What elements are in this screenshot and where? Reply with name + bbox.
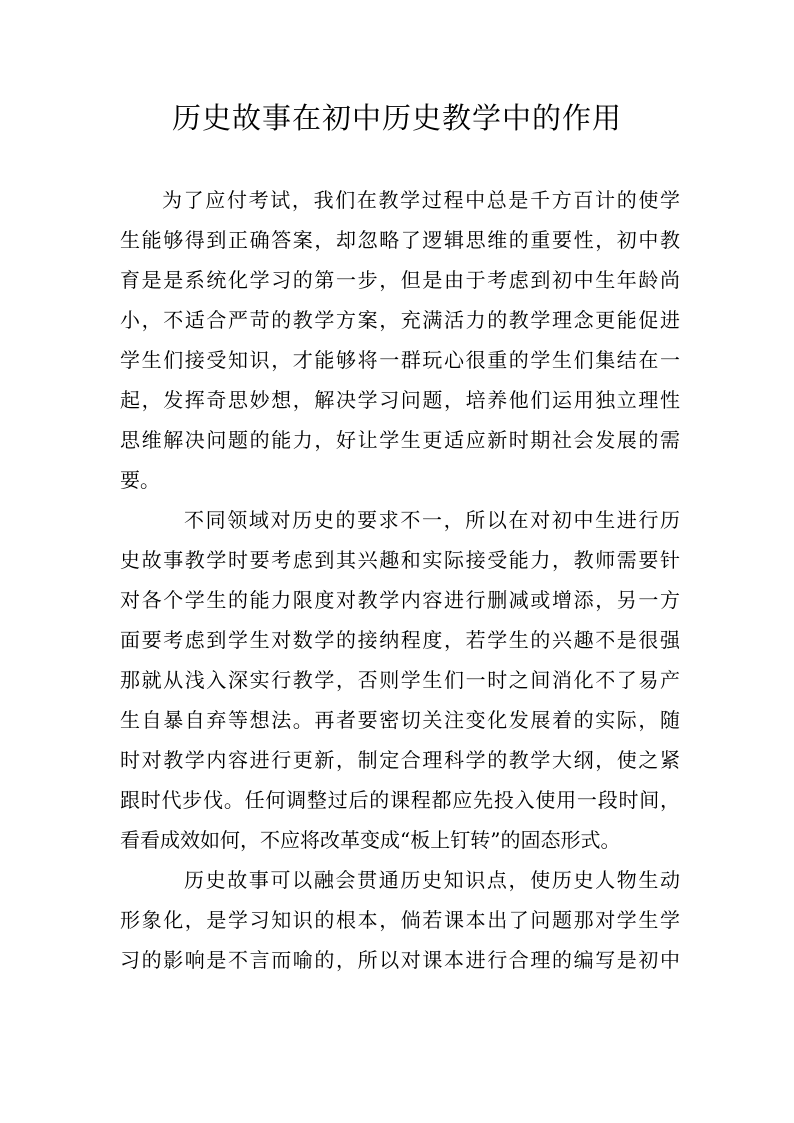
paragraph-line: 生自暴自弃等想法。再者要密切关注变化发展着的实际，随 [120, 708, 680, 732]
paragraph-3 [120, 860, 680, 980]
document-title: 历史故事在初中历史教学中的作用 [171, 101, 622, 135]
paragraph-line: 形象化，是学习知识的根本，倘若课本出了问题那对学生学 [120, 908, 680, 932]
paragraph-line: 学生们接受知识，才能够将一群玩心很重的学生们集结在一 [120, 348, 680, 372]
paragraph-line: 育是是系统化学习的第一步，但是由于考虑到初中生年龄尚 [120, 268, 680, 292]
paragraph-2 [120, 500, 680, 860]
paragraph-line: 小，不适合严苛的教学方案，充满活力的教学理念更能促进 [120, 308, 680, 332]
paragraph-line: 史故事教学时要考虑到其兴趣和实际接受能力，教师需要针 [120, 548, 680, 572]
paragraph-line: 历史故事可以融会贯通历史知识点，使历史人物生动 [184, 868, 680, 892]
paragraph-line: 跟时代步伐。任何调整过后的课程都应先投入使用一段时间， [120, 788, 680, 812]
paragraph-line: 思维解决问题的能力，好让学生更适应新时期社会发展的需 [120, 428, 680, 452]
paragraph-line: 生能够得到正确答案，却忽略了逻辑思维的重要性，初中教 [120, 228, 680, 252]
paragraph-line: 看看成效如何，不应将改革变成“板上钉转”的固态形式。 [120, 828, 621, 852]
paragraph-line: 为了应付考试，我们在教学过程中总是千方百计的使学 [162, 188, 680, 212]
paragraph-line: 那就从浅入深实行教学，否则学生们一时之间消化不了易产 [120, 668, 680, 692]
document-body [120, 180, 680, 980]
paragraph-1 [120, 180, 680, 500]
paragraph-line: 不同领域对历史的要求不一，所以在对初中生进行历 [184, 508, 680, 532]
paragraph-line: 面要考虑到学生对数学的接纳程度，若学生的兴趣不是很强 [120, 628, 680, 652]
paragraph-line: 对各个学生的能力限度对教学内容进行删减或增添，另一方 [120, 588, 680, 612]
paragraph-line: 要。 [120, 468, 160, 492]
paragraph-line: 时对教学内容进行更新，制定合理科学的教学大纲，使之紧 [120, 748, 680, 772]
paragraph-line: 习的影响是不言而喻的，所以对课本进行合理的编写是初中 [120, 948, 680, 972]
paragraph-line: 起，发挥奇思妙想，解决学习问题，培养他们运用独立理性 [120, 388, 680, 412]
